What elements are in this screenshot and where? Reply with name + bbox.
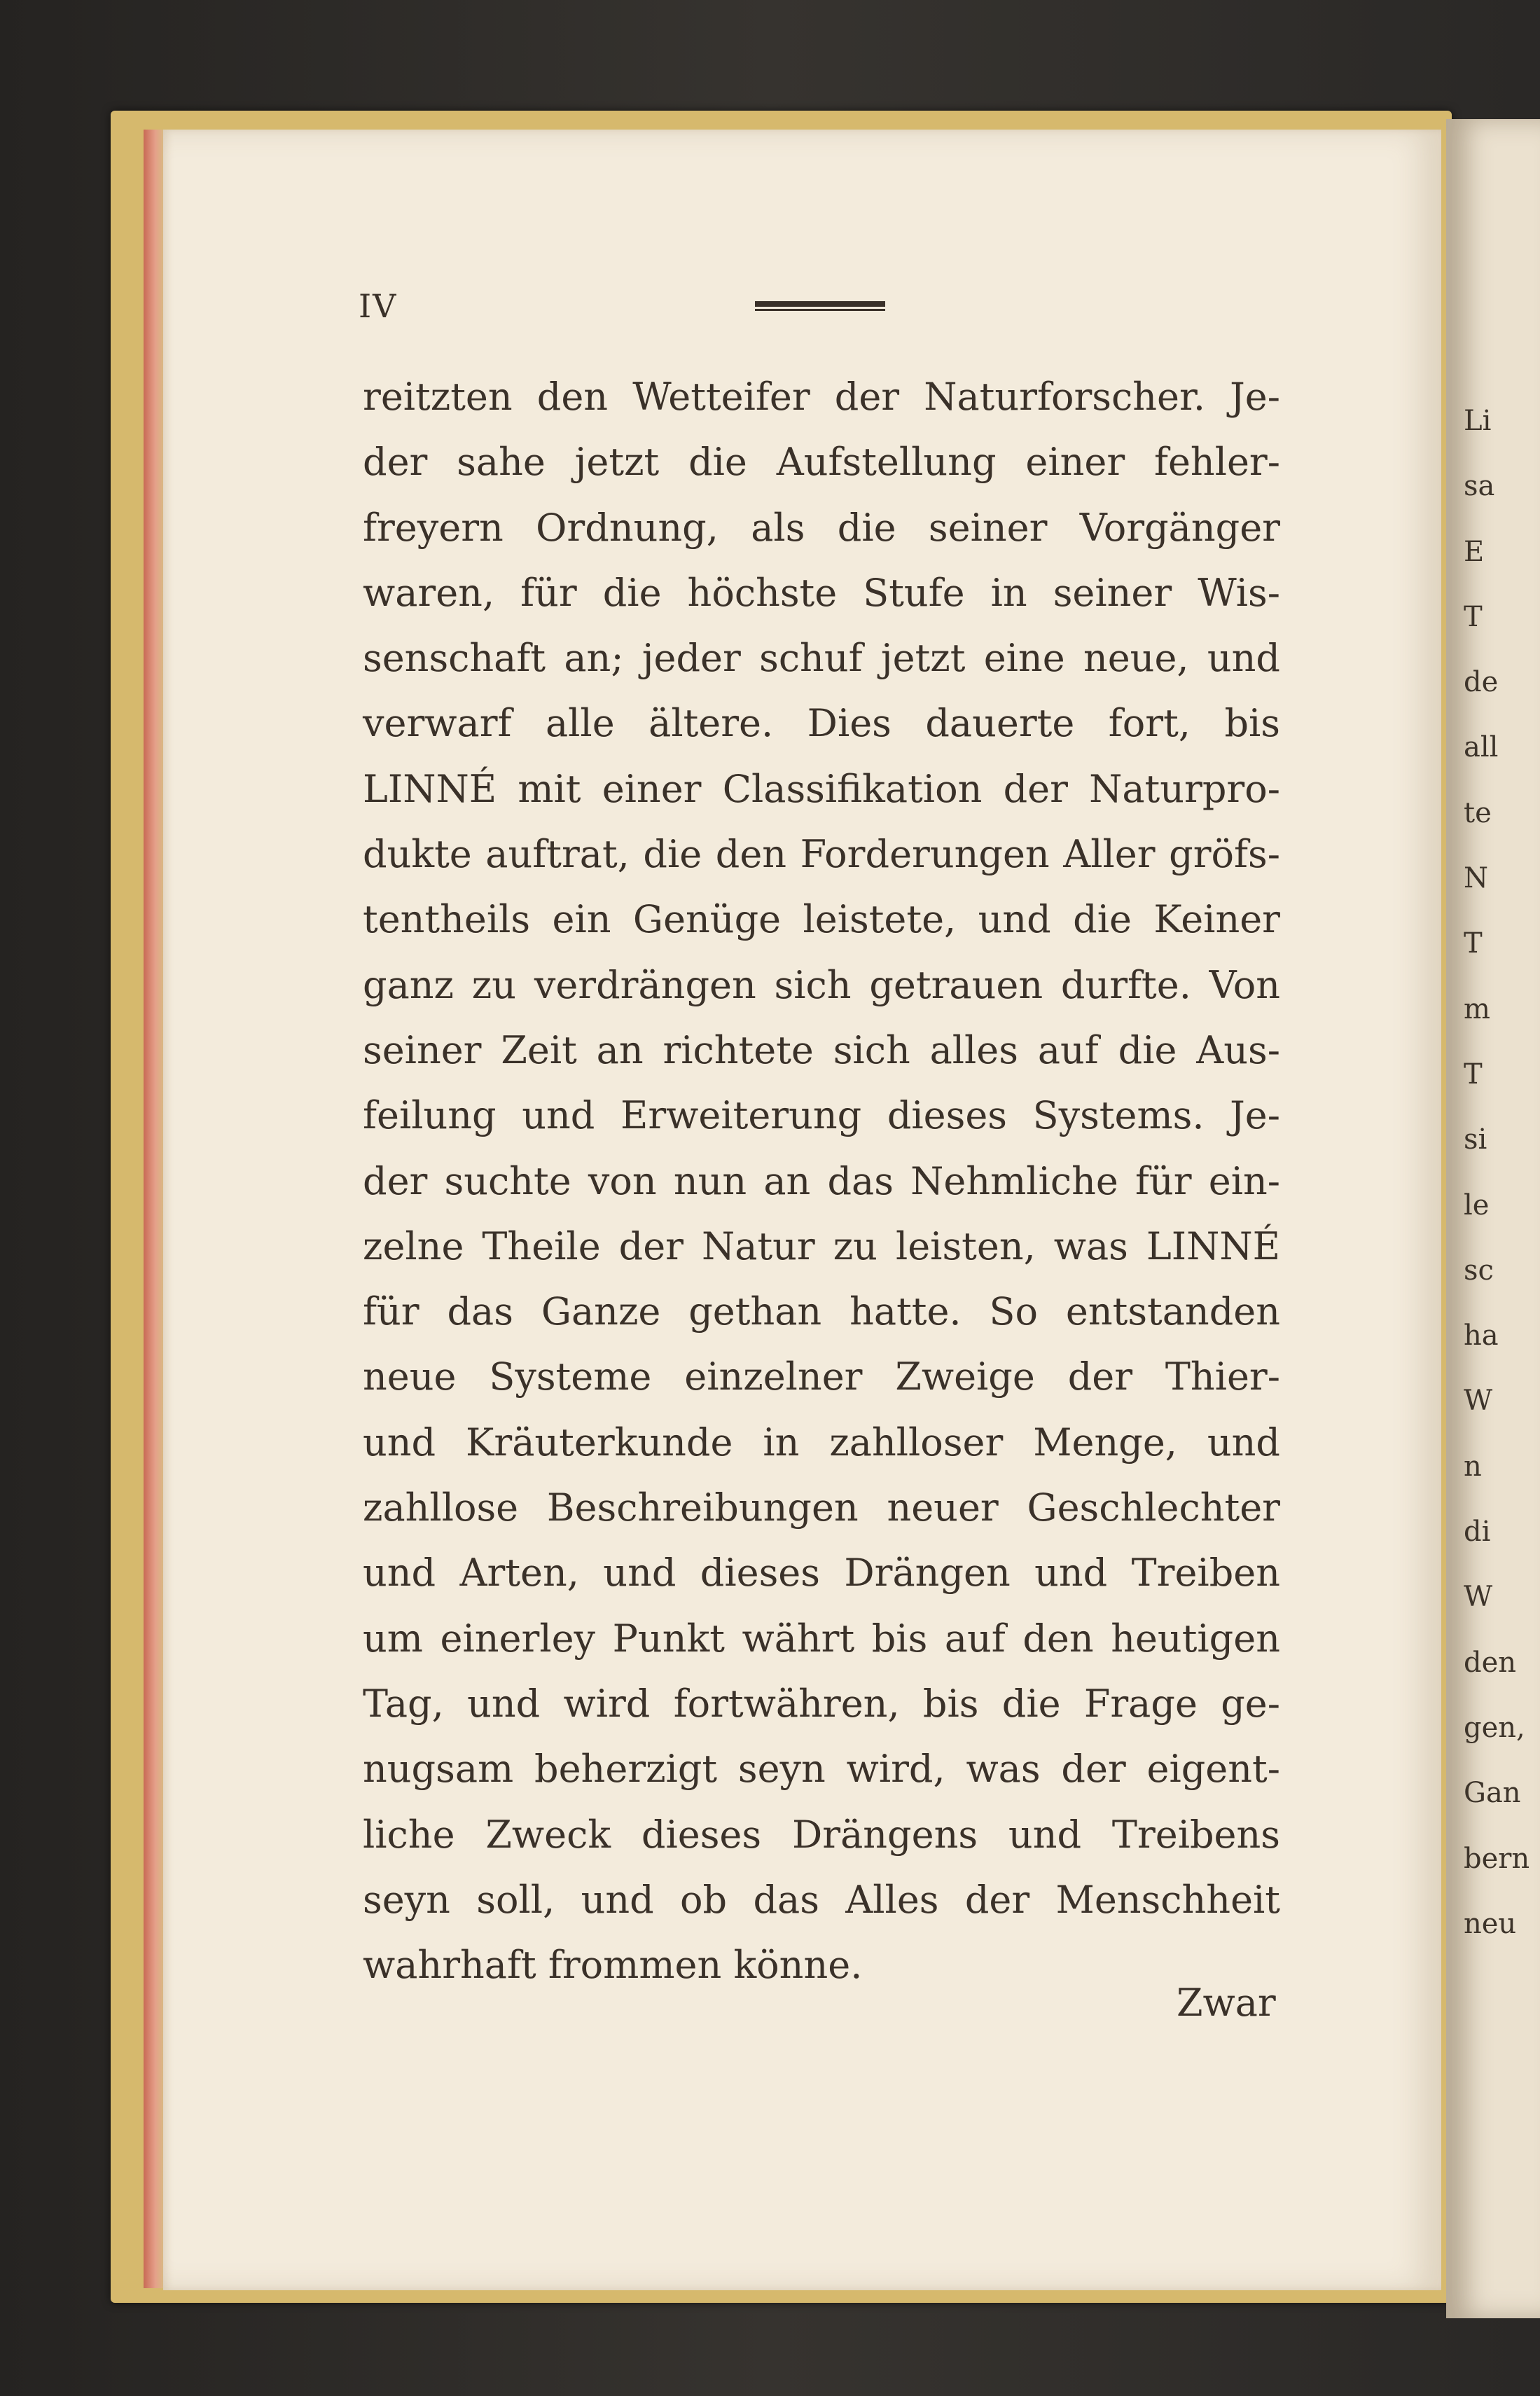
facing-page-fragment: sa [1464, 470, 1495, 503]
facing-page-fragment: bern [1464, 1842, 1530, 1875]
text-line: zahllose Beschreibungen neuer Geschlechter [363, 1486, 1280, 1530]
text-line: tentheils ein Genüge leistete, und die Keiner [363, 897, 1280, 942]
text-line: ganz zu verdrängen sich getrauen durfte. Von [363, 962, 1280, 1007]
page-number: IV [359, 287, 398, 325]
facing-page-fragment: W [1464, 1385, 1493, 1418]
facing-page-fragment: m [1464, 992, 1490, 1025]
text-line: der suchte von nun an das Nehmliche für ein- [363, 1158, 1280, 1203]
text-line: seyn soll, und ob das Alles der Menschheit [363, 1877, 1280, 1922]
facing-page-fragment: sc [1464, 1254, 1494, 1287]
text-line: waren, für die höchste Stufe in seiner Wis- [363, 570, 1280, 615]
page-edge [144, 130, 163, 2288]
facing-page-fragment: E [1464, 535, 1485, 568]
facing-page-fragment: Gan [1464, 1777, 1521, 1810]
facing-page-fragment: den [1464, 1646, 1517, 1679]
catchword: Zwar [1177, 1981, 1276, 2025]
facing-page-fragment: gen, [1464, 1711, 1525, 1744]
text-line: für das Ganze gethan hatte. So entstanden [363, 1289, 1280, 1334]
text-line: neue Systeme einzelner Zweige der Thier- [363, 1355, 1280, 1399]
header-rule [755, 301, 885, 311]
text-line: feilung und Erweiterung dieses Systems. Je- [363, 1093, 1280, 1138]
text-line: verwarf alle ältere. Dies dauerte fort, bis [363, 701, 1280, 746]
text-line: LINNÉ mit einer Classifikation der Naturpro- [363, 766, 1280, 811]
text-line: zelne Theile der Natur zu leisten, was LINNÉ [363, 1224, 1280, 1268]
facing-page-fragment: le [1464, 1189, 1490, 1221]
text-line: der sahe jetzt die Aufstellung einer fehler- [363, 440, 1280, 485]
text-line: liche Zweck dieses Drängens und Treibens [363, 1812, 1280, 1857]
text-line: nugsam beherzigt seyn wird, was der eigent- [363, 1747, 1280, 1792]
facing-page-fragment: T [1464, 600, 1483, 633]
text-line: senschaft an; jeder schuf jetzt eine neue, und [363, 636, 1280, 681]
facing-page-fragment: neu [1464, 1907, 1517, 1940]
text-line: wahrhaft frommen könne. [363, 1943, 863, 1988]
facing-page-fragment: de [1464, 666, 1499, 699]
facing-page-fragment: ha [1464, 1320, 1499, 1352]
text-line: dukte auftrat, die den Forderungen Aller gröfs- [363, 832, 1280, 877]
facing-page-fragment: te [1464, 796, 1492, 829]
facing-page-fragment: si [1464, 1123, 1487, 1156]
facing-page-fragment: all [1464, 731, 1499, 764]
text-line: reitzten den Wetteifer der Naturforscher. Je- [363, 375, 1280, 419]
facing-page-fragment: T [1464, 1058, 1483, 1090]
facing-page-fragment: N [1464, 862, 1488, 895]
facing-page-fragment: di [1464, 1516, 1491, 1549]
text-line: seiner Zeit an richtete sich alles auf die Aus- [363, 1027, 1280, 1072]
facing-page-fragment: W [1464, 1581, 1493, 1614]
facing-page-text [1464, 389, 1540, 1957]
text-line: Tag, und wird fortwähren, bis die Frage ge- [363, 1681, 1280, 1726]
facing-page-fragment: n [1464, 1450, 1482, 1483]
text-line: und Arten, und dieses Drängen und Treiben [363, 1551, 1280, 1595]
text-line: und Kräuterkunde in zahlloser Menge, und [363, 1420, 1280, 1464]
text-line: freyern Ordnung, als die seiner Vorgänger [363, 505, 1280, 550]
facing-page-fragment: T [1464, 927, 1483, 960]
page-text [363, 364, 1280, 1997]
text-line: um einerley Punkt währt bis auf den heutigen [363, 1616, 1280, 1661]
facing-page-fragment: Li [1464, 405, 1492, 437]
